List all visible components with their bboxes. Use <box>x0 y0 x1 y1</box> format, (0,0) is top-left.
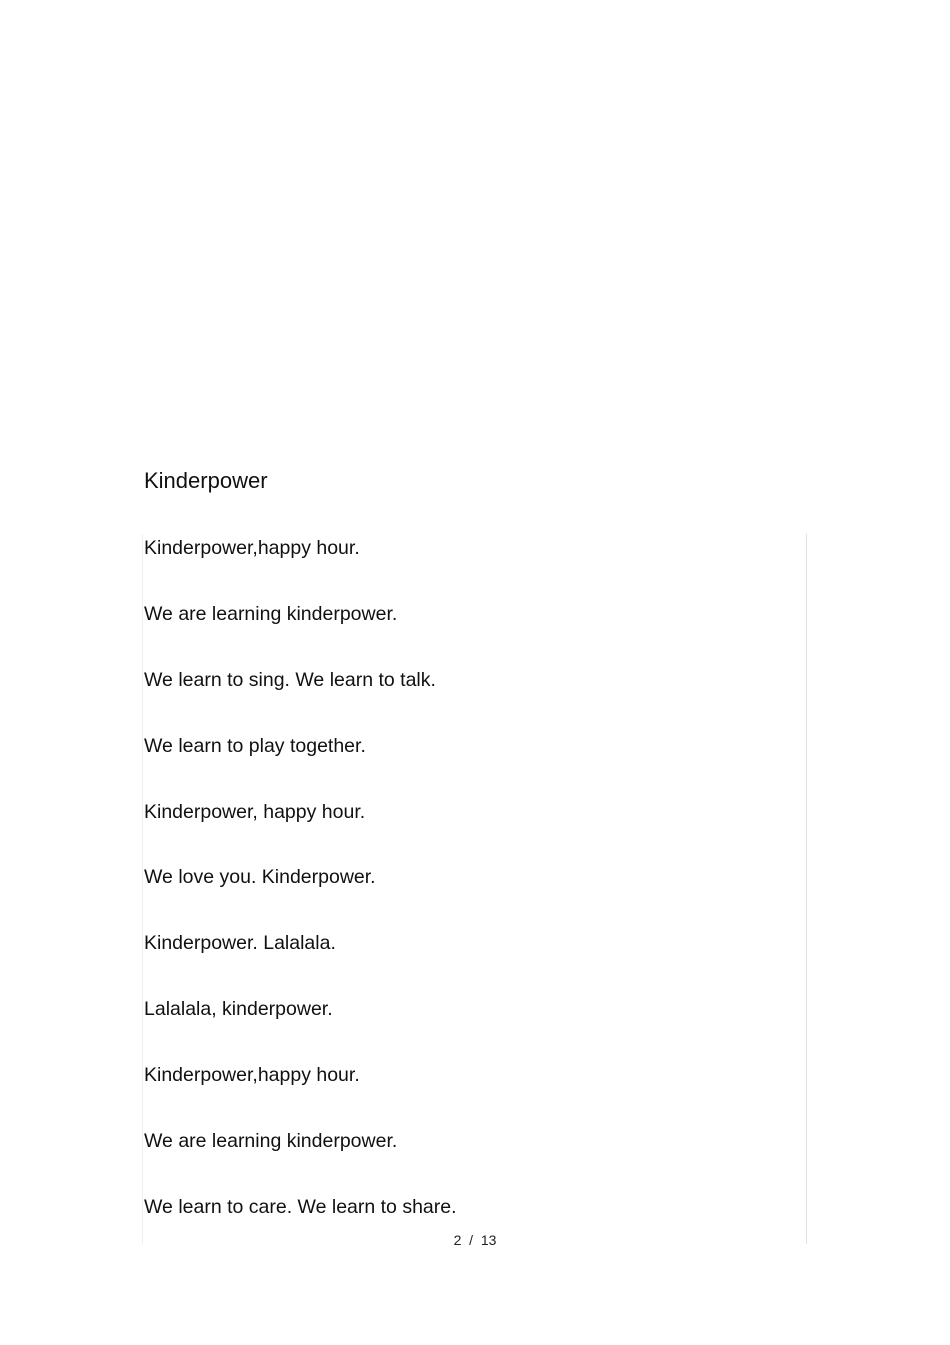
lyric-line: We learn to sing. We learn to talk. <box>144 668 436 691</box>
text-frame-right-border <box>806 534 807 1244</box>
lyric-line: We learn to care. We learn to share. <box>144 1195 457 1218</box>
lyric-line: We love you. Kinderpower. <box>144 866 376 889</box>
lyric-line: Kinderpower. Lalalala. <box>144 932 336 955</box>
lyric-line: Lalalala, kinderpower. <box>144 998 333 1021</box>
text-frame-left-border <box>142 534 143 1244</box>
lyric-line: We are learning kinderpower. <box>144 1130 398 1153</box>
lyric-line: We are learning kinderpower. <box>144 602 398 625</box>
lyric-line: We learn to play together. <box>144 734 366 757</box>
lyric-line: Kinderpower, happy hour. <box>144 800 366 823</box>
lyric-line: Kinderpower,happy hour. <box>144 537 360 559</box>
lyrics-list <box>144 536 457 1261</box>
page-indicator: 2 / 13 <box>453 1232 497 1248</box>
lyric-line: Kinderpower,happy hour. <box>144 1064 360 1087</box>
song-title: Kinderpower <box>144 468 268 493</box>
